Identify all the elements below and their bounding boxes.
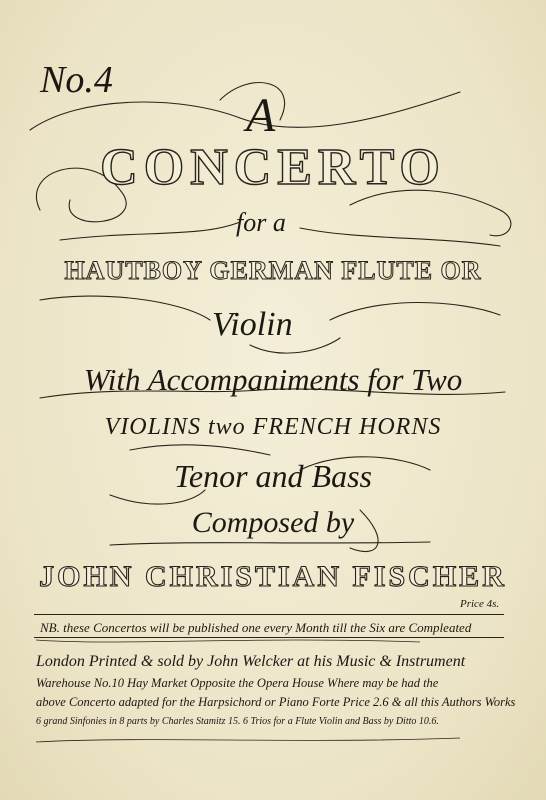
imprint-line-2: Warehouse No.10 Hay Market Opposite the Opera House Where may be had the: [36, 676, 439, 690]
imprint-line-1: London Printed & sold by John Welcker at his Music & Instrument: [36, 653, 466, 670]
divider-bottom: [34, 637, 504, 638]
instruments-line: HAUTBOY GERMAN FLUTE OR: [64, 256, 482, 285]
nb-note: NB. these Concertos will be published one every Month till the Six are Compleated: [40, 620, 472, 635]
tenor-bass-line: Tenor and Bass: [174, 458, 372, 494]
imprint-line-3: above Concerto adapted for the Harpsichord or Piano Forte Price 2.6 & all this Authors Works: [36, 695, 516, 709]
composed-by-line: Composed by: [191, 506, 355, 539]
for-a-text: for a: [236, 208, 286, 237]
accompaniments-line: With Accompaniments for Two: [83, 362, 463, 397]
price-text: Price 4s.: [460, 598, 500, 610]
divider-top: [34, 614, 504, 615]
issue-number: No.4: [40, 59, 113, 101]
imprint-line-4: 6 grand Sinfonies in 8 parts by Charles Stamitz 15. 6 Trios for a Flute Violin and Bass by Ditto 10.6.: [36, 716, 439, 727]
violin-text: Violin: [212, 306, 293, 343]
title-article: A: [246, 89, 276, 142]
composer-name: JOHN CHRISTIAN FISCHER: [39, 560, 507, 593]
violins-horns-line: VIOLINS two FRENCH HORNS: [104, 414, 442, 440]
main-title: CONCERTO: [100, 139, 446, 196]
